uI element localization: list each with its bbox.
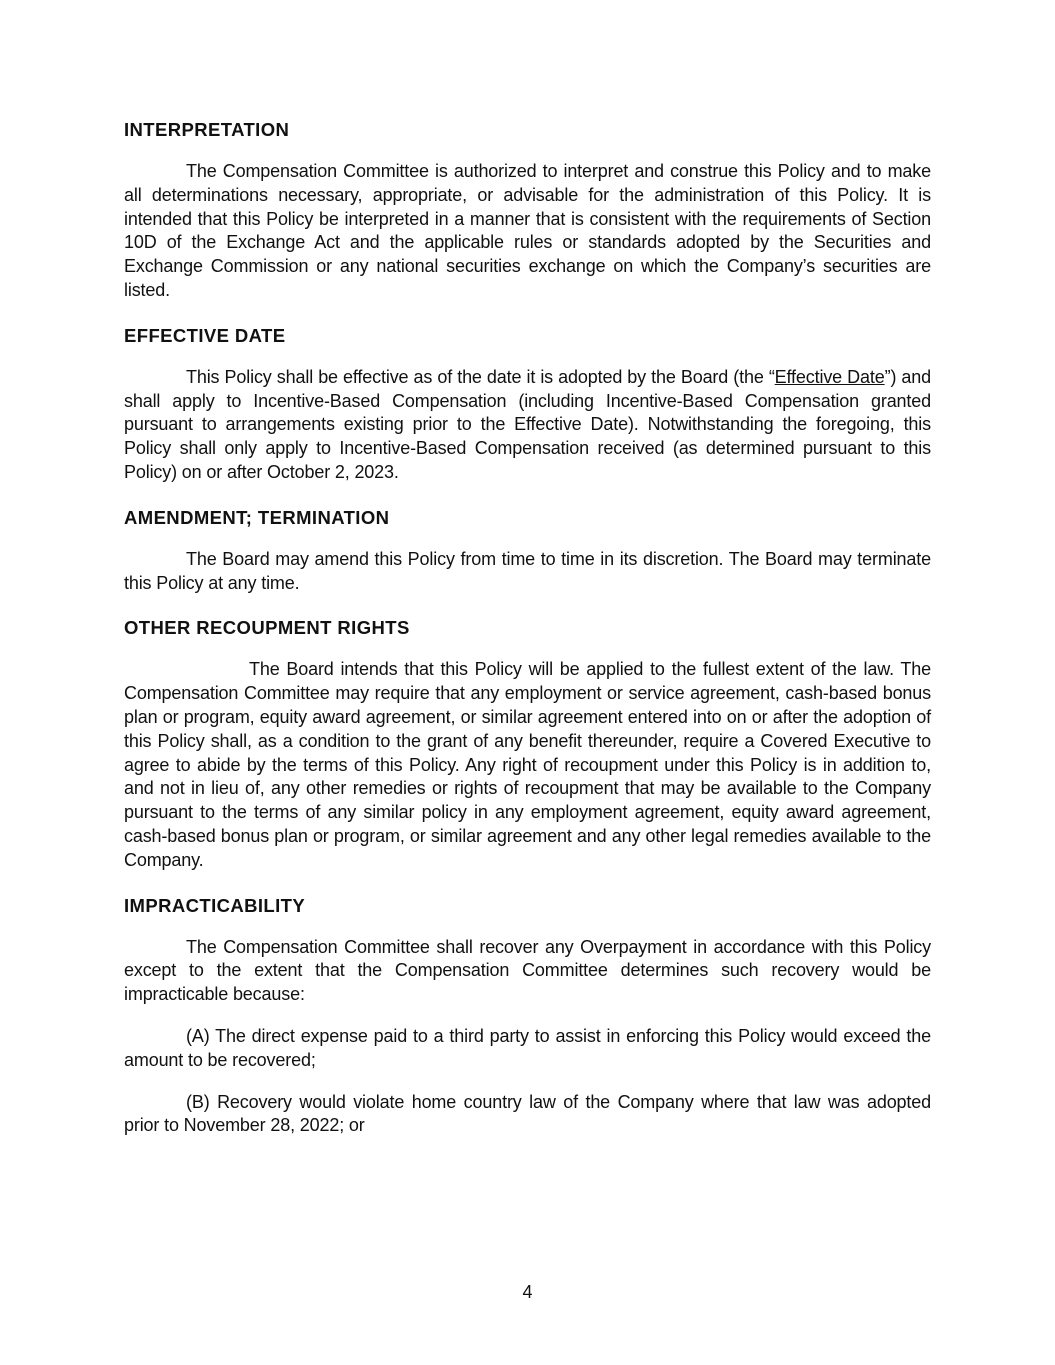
impracticability-paragraph: The Compensation Committee shall recover any Overpayment in accordance with this Policy except to the extent that the Compensation Committee determines such recovery would be impracticable because: [124, 936, 931, 1005]
amendment-termination-paragraph: The Board may amend this Policy from time to time in its discretion. The Board may terminate this Policy at any time. [124, 548, 931, 593]
interpretation-paragraph: The Compensation Committee is authorized to interpret and construe this Policy and to make all determinations necessary, appropriate, or advisable for the administration of this Policy. It is intended that this Policy be interpreted in a manner that is consistent with the requirements of Section 10D of the Exchange Act and the applicable rules or standards adopted by the Securities and Exchange Commission or any national securities exchange on which the Company’s securities are listed. [124, 161, 931, 300]
section-heading-impracticability: IMPRACTICABILITY [124, 894, 306, 916]
section-heading-effective-date: EFFECTIVE DATE [124, 324, 286, 346]
section-heading-other-recoupment-rights: OTHER RECOUPMENT RIGHTS [124, 617, 410, 639]
impracticability-clause-b: (B) Recovery would violate home country law of the Company where that law was adopted prior to November 28, 2022; or [124, 1091, 931, 1136]
section-heading-amendment-termination: AMENDMENT; TERMINATION [124, 506, 390, 528]
document-page [124, 118, 931, 1138]
effective-date-paragraph [124, 366, 931, 485]
section-heading-interpretation: INTERPRETATION [124, 119, 290, 140]
other-recoupment-rights-paragraph: The Board intends that this Policy will be applied to the fullest extent of the law. The Compensation Committee may require that any employment or service agreement, cash-based bonus plan or program, equity award agreement, or similar agreement entered into on or after the adoption of this Policy shall, as a condition to the grant of any benefit thereunder, require a Covered Executive to agree to abide by the terms of this Policy. Any right of recoupment under this Policy is in addition to, and not in lieu of, any other remedies or rights of recoupment that may be available to the Company pursuant to the terms of any similar policy in any employment agreement, equity award agreement, cash-based bonus plan or program, or similar agreement and any other legal remedies available to the Company. [124, 659, 931, 870]
impracticability-clause-a: (A) The direct expense paid to a third party to assist in enforcing this Policy would exceed the amount to be recovered; [124, 1025, 931, 1070]
page-number: 4 [522, 1282, 533, 1302]
effective-date-text-after: ”) and shall apply to Incentive-Based Compensation (including Incentive-Based Compensation granted pursuant to arrangements existing prior to the Effective Date). Notwithstanding the foregoing, this Policy shall only apply to Incentive-Based Compensation received (as determined pursuant to this Policy) on or after October 2, 2023. [124, 366, 931, 482]
effective-date-defined-term: Effective Date [774, 366, 885, 387]
effective-date-text-before: This Policy shall be effective as of the date it is adopted by the Board (the “ [186, 366, 775, 387]
